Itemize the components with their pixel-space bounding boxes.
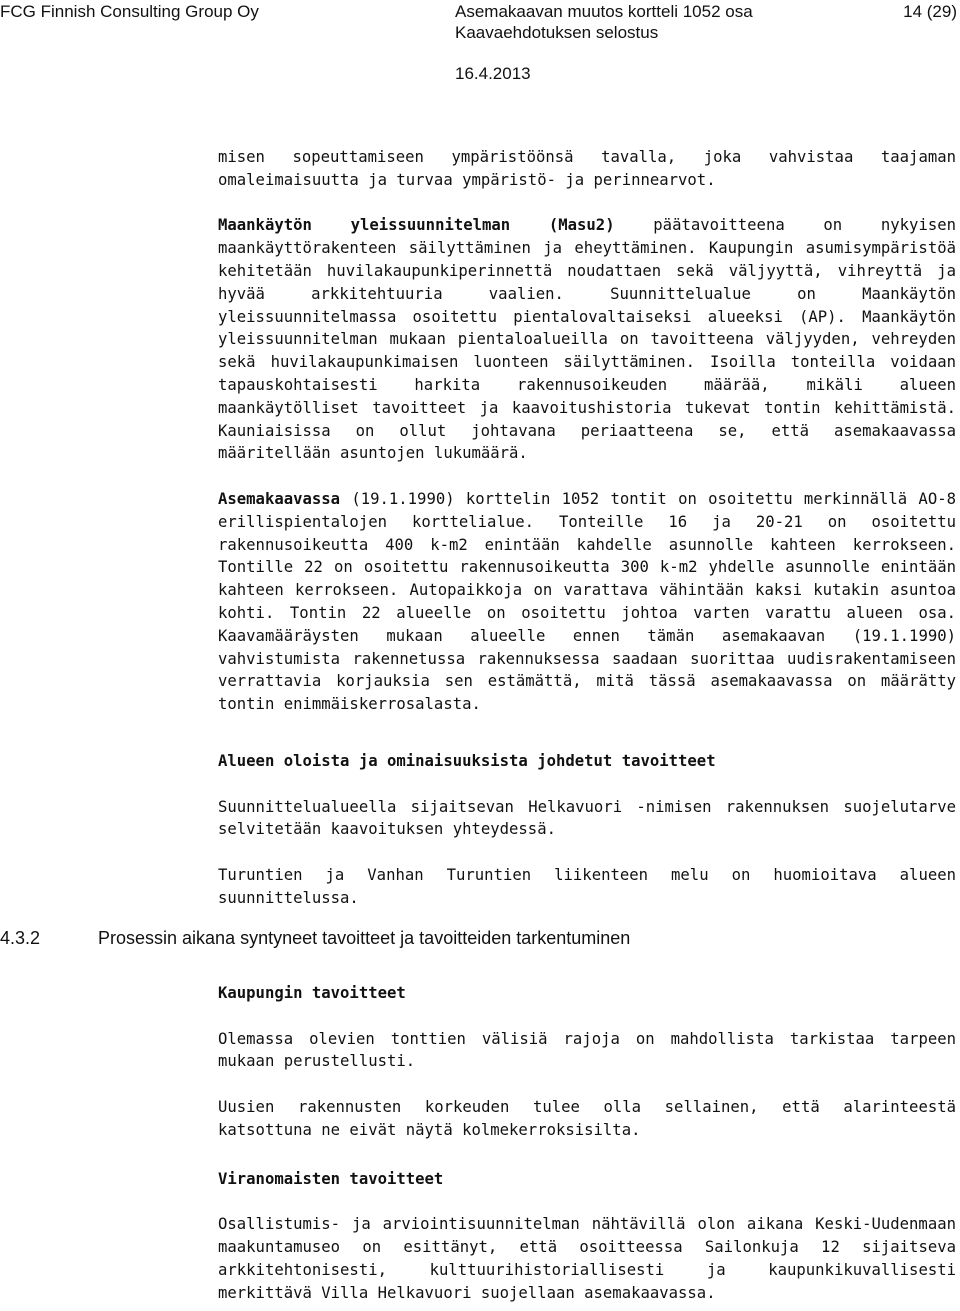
- paragraph-text: (19.1.1990) korttelin 1052 tontit on osoitettu merkinnällä AO-8 erillispientalojen korttelialue. Tonteille 16 ja 20-21 on osoitettu rakennusoikeutta 400 k-m2 enintään kahdelle asunnolle kahteen kerrokseen. Tontille 22 on osoitettu rakennusoikeutta 300 k-m2 yhdelle asunnolle enintään kahteen kerrokseen. Autopaikkoja on varattava vähintään kaksi kutakin asuntoa kohti. Tontin 22 alueelle on osoitettu johtoa varten varattu alueen osa. Kaavamääräysten mukaan alueelle ennen tämän asemakaavan (19.1.1990) vahvistumista rakennetussa rakennuksessa saadaan suorittaa uudisrakentamiseen verrattavia korjauksia sen estämättä, mitä tässä asemakaavassa on määrätty tontin enimmäiskerrosalasta.: [218, 489, 956, 714]
- page-header: [0, 0, 960, 90]
- document-subtitle: Kaavaehdotuksen selostus: [455, 23, 659, 42]
- paragraph-text: Uusien rakennusten korkeuden tulee olla sellainen, että alarinteestä katsottuna ne eivät näytä kolmekerroksisilta.: [218, 1097, 956, 1139]
- company-name: FCG Finnish Consulting Group Oy: [0, 2, 259, 21]
- main-content: [218, 146, 956, 910]
- paragraph-masu2: [218, 214, 956, 465]
- paragraph-helkavuori: [218, 796, 956, 842]
- paragraph-asemakaava: [218, 488, 956, 716]
- paragraph-text: Olemassa olevien tonttien välisiä rajoja on mahdollista tarkistaa tarpeen mukaan perustellusti.: [218, 1029, 956, 1071]
- paragraph-text: Turuntien ja Vanhan Turuntien liikenteen melu on huomioitava alueen suunnittelussa.: [218, 865, 956, 907]
- bold-term: Maankäytön yleissuunnitelman (Masu2): [218, 216, 615, 235]
- bold-term: Asemakaavassa: [218, 489, 341, 508]
- document-title: Asemakaavan muutos kortteli 1052 osa: [455, 2, 753, 21]
- paragraph-text: päätavoitteena on nykyisen maankäyttörakenteen säilyttäminen ja eheyttäminen. Kaupungin asumisympäristöä kehitetään huvilakaupunkiperinnettä noudattaen sekä väljyyttä, vihreyttä ja hyvää arkkitehtuuria vaalien. Suunnittelualue on Maankäytön yleissuunnitelmassa osoitettu pientalovaltaiseksi alueeksi (AP). Maankäytön yleissuunnitelman mukaan pientaloalueilla on tavoitteena väljyyden, vehreyden sekä huvilakaupunkimaisen luonteen säilyttäminen. Isoilla tonteilla voidaan tapauskohtaisesti harkita rakennusoikeuden määrää, mikäli alueen maankäytölliset tavoitteet ja kaavoitushistoria tukevat tontin kehittämistä. Kauniaisissa on ollut johtavana periaatteena se, että asemakaavassa määritellään asuntojen lukumäärä.: [218, 216, 956, 463]
- paragraph-text: misen sopeuttamiseen ympäristöönsä tavalla, joka vahvistaa taajaman omaleimaisuutta ja turvaa ympäristö- ja perinnearvot.: [218, 148, 956, 189]
- subheading-alueen-tavoitteet: Alueen oloista ja ominaisuuksista johdetut tavoitteet: [218, 751, 716, 770]
- paragraph-tonttien-rajat: [218, 1028, 956, 1074]
- section-number: 4.3.2: [0, 928, 41, 948]
- subheading-viranomaisten-tavoitteet: Viranomaisten tavoitteet: [218, 1169, 444, 1188]
- document-date: 16.4.2013: [455, 64, 531, 83]
- paragraph-text: Suunnittelualueella sijaitsevan Helkavuori -nimisen rakennuksen suojelutarve selvitetään kaavoituksen yhteydessä.: [218, 797, 956, 839]
- paragraph-text: Osallistumis- ja arviointisuunnitelman nähtävillä olon aikana Keski-Uudenmaan maakuntamuseo on esittänyt, että osoitteessa Sailonkuja 12 sijaitseva arkkitehtonisesti, kulttuurihistoriallisesti ja kaupunkikuvallisesti merkittävä Villa Helkavuori suojellaan asemakaavassa.: [218, 1215, 956, 1302]
- page-number: 14 (29): [903, 2, 957, 21]
- paragraph-korkeus: [218, 1096, 956, 1142]
- paragraph-continuation: [218, 146, 956, 192]
- paragraph-melu: [218, 864, 956, 910]
- paragraph-maakuntamuseo: [218, 1213, 956, 1304]
- section-content: [218, 982, 956, 1304]
- subheading-kaupungin-tavoitteet: Kaupungin tavoitteet: [218, 984, 406, 1002]
- section-title: Prosessin aikana syntyneet tavoitteet ja tavoitteiden tarkentuminen: [98, 928, 631, 948]
